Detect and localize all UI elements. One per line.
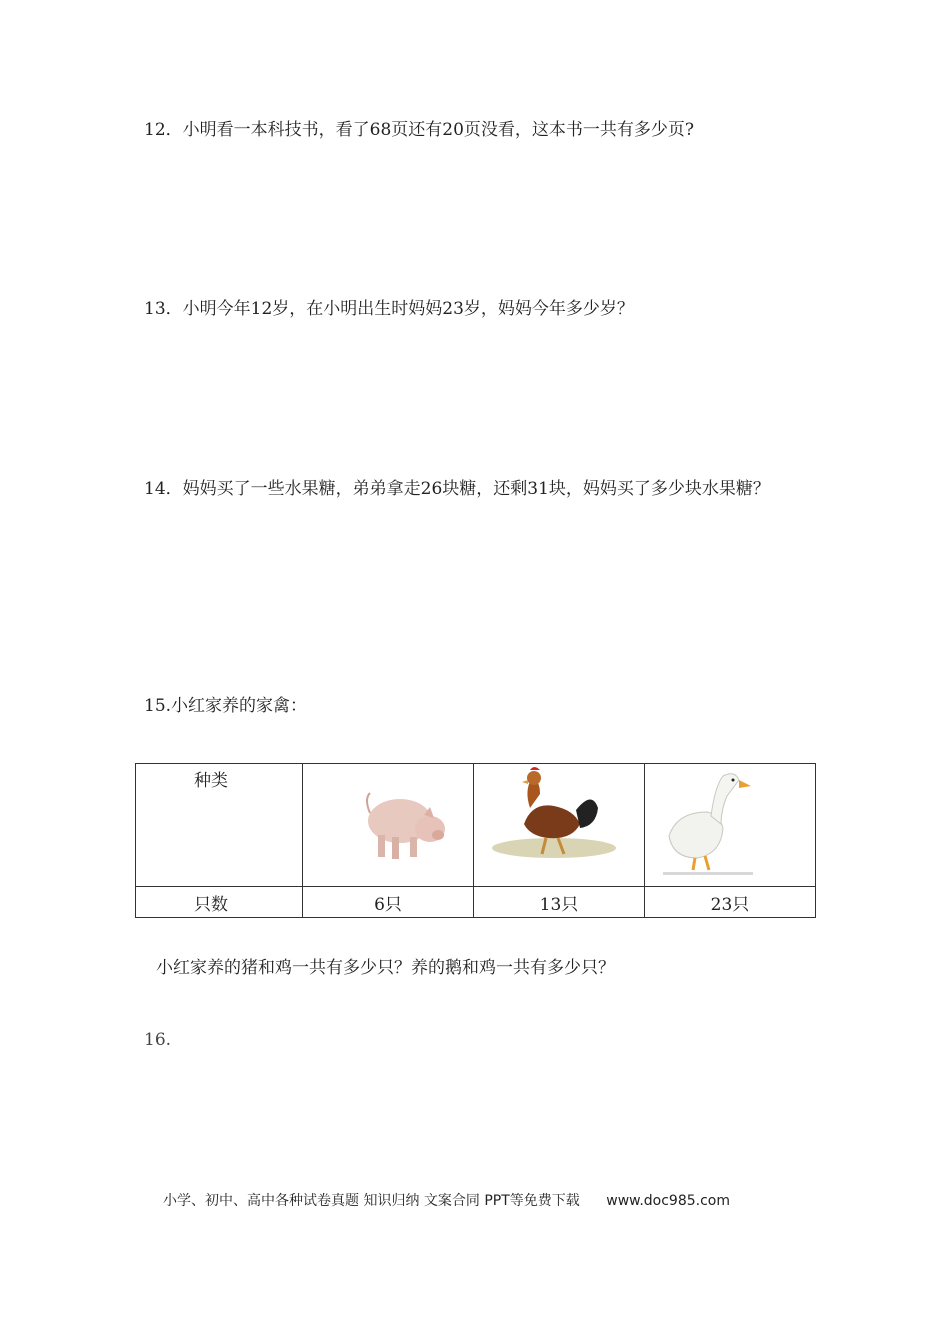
pig-icon bbox=[358, 769, 453, 864]
question-16: 16. bbox=[144, 1030, 172, 1050]
question-15: 15.小红家养的家禽： bbox=[144, 696, 308, 716]
page-footer bbox=[163, 1190, 730, 1210]
type-header-label: 种类 bbox=[194, 771, 228, 791]
goose-icon bbox=[657, 766, 767, 881]
count-header-label: 只数 bbox=[194, 894, 228, 915]
footer-text: 小学、初中、高中各种试卷真题 知识归纳 文案合同 PPT等免费下载 bbox=[163, 1193, 580, 1209]
type-header-cell bbox=[136, 764, 303, 887]
poultry-table bbox=[135, 763, 816, 918]
pig-cell bbox=[303, 764, 474, 887]
question-12: 12．小明看一本科技书，看了68页还有20页没看，这本书一共有多少页? bbox=[144, 120, 695, 140]
rooster-count: 13只 bbox=[474, 887, 645, 918]
rooster-icon bbox=[484, 764, 634, 882]
question-14: 14．妈妈买了一些水果糖，弟弟拿走26块糖，还剩31块，妈妈买了多少块水果糖？ bbox=[144, 479, 770, 499]
count-header-cell bbox=[136, 887, 303, 918]
rooster-cell bbox=[474, 764, 645, 887]
goose-count: 23只 bbox=[645, 887, 816, 918]
goose-cell bbox=[645, 764, 816, 887]
pig-count: 6只 bbox=[303, 887, 474, 918]
footer-url[interactable]: www.doc985.com bbox=[606, 1193, 730, 1209]
question-13: 13．小明今年12岁，在小明出生时妈妈23岁，妈妈今年多少岁？ bbox=[144, 299, 634, 319]
question-15-prompt: 小红家养的猪和鸡一共有多少只？养的鹅和鸡一共有多少只？ bbox=[156, 958, 615, 978]
